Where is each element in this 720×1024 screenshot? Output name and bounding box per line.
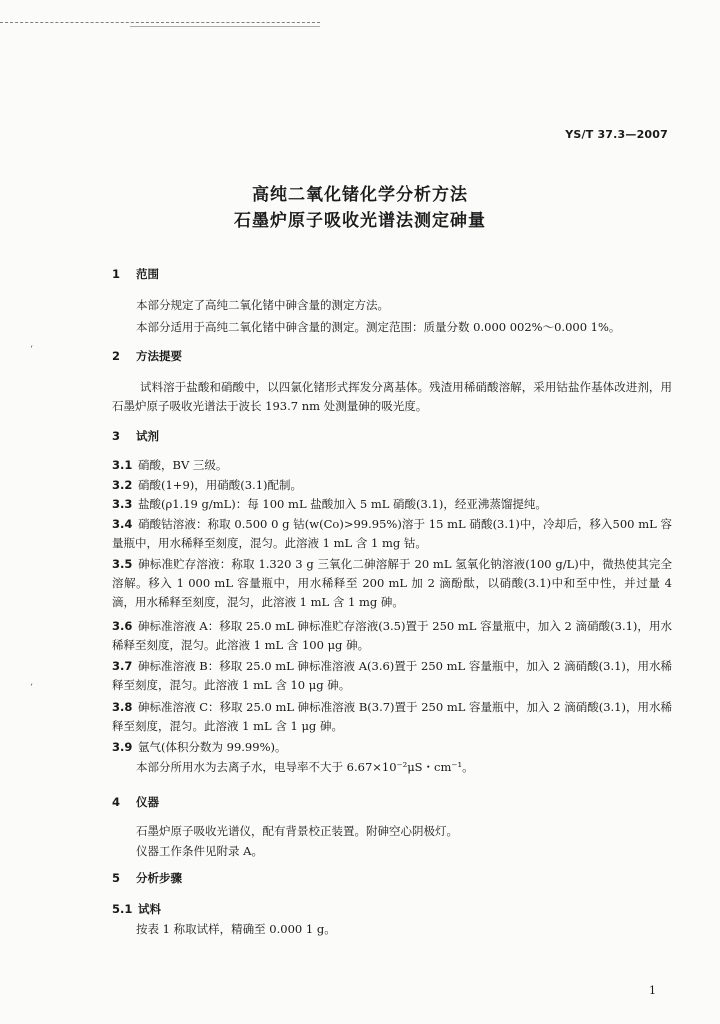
document-title: 高纯二氧化锗化学分析方法 (252, 185, 468, 205)
item-number: 3.3 (112, 497, 133, 511)
item-number: 3.7 (112, 659, 133, 673)
paragraph: 本部分规定了高纯二氧化锗中砷含量的测定方法。 (136, 298, 389, 312)
section-number: 4 (112, 795, 121, 809)
section-title: 范围 (136, 267, 159, 281)
section-heading-scope (112, 266, 159, 282)
reagent-item (112, 698, 672, 736)
scan-artifact-line (130, 26, 320, 27)
margin-mark: ‘ (30, 345, 33, 355)
section-title: 试剂 (136, 429, 159, 443)
item-text: 砷标准溶液 B：移取 25.0 mL 砷标准溶液 A(3.6)置于 250 mL 容量瓶中，加入 2 滴硝酸(3.1)，用水稀释至刻度，混匀。此溶液 1 mL 含 10 μg 砷。 (112, 659, 672, 692)
item-number: 3.8 (112, 700, 133, 714)
item-text: 硝酸(1+9)，用硝酸(3.1)配制。 (138, 478, 303, 492)
section-number: 1 (112, 267, 121, 281)
item-number: 3.9 (112, 740, 133, 754)
item-text: 盐酸(ρ1.19 g/mL)：每 100 mL 盐酸加入 5 mL 硝酸(3.1)，经亚沸蒸馏提纯。 (138, 497, 547, 511)
paragraph: 按表 1 称取试样，精确至 0.000 1 g。 (136, 922, 336, 936)
section-heading-procedure (112, 870, 182, 886)
standard-number: YS/T 37.3—2007 (565, 128, 668, 141)
water-note: 本部分所用水为去离子水，电导率不大于 6.67×10⁻²μS・cm⁻¹。 (136, 760, 474, 774)
reagent-item (112, 476, 672, 495)
item-number: 3.6 (112, 619, 133, 633)
item-text: 硝酸钴溶液：称取 0.500 0 g 钴(w(Co)>99.95%)溶于 15 mL 硝酸(3.1)中，冷却后，移入500 mL 容量瓶中，用水稀释至刻度，混匀。此溶液 1 mL 含 1 mg 钴。 (112, 517, 672, 550)
section-number: 5 (112, 871, 121, 885)
section-heading-method (112, 348, 182, 364)
section-title: 方法提要 (136, 349, 182, 363)
item-text: 砷标准溶液 C：移取 25.0 mL 砷标准溶液 B(3.7)置于 250 mL 容量瓶中，加入 2 滴硝酸(3.1)，用水稀释至刻度，混匀。此溶液 1 mL 含 1 μg 砷。 (112, 700, 672, 733)
section-title: 分析步骤 (136, 871, 182, 885)
scan-artifact-line (0, 22, 320, 23)
item-number: 3.5 (112, 557, 133, 571)
section-number: 3 (112, 429, 121, 443)
margin-mark: ‘ (30, 683, 33, 693)
page-number: 1 (649, 984, 656, 997)
paragraph: 仪器工作条件见附录 A。 (136, 844, 263, 858)
item-text: 砷标准溶液 A：移取 25.0 mL 砷标准贮存溶液(3.5)置于 250 mL 容量瓶中，加入 2 滴硝酸(3.1)，用水稀释至刻度，混匀。此溶液 1 mL 含 100 μg 砷。 (112, 619, 672, 652)
item-number: 3.4 (112, 517, 133, 531)
subsection-number: 5.1 (112, 902, 133, 916)
subsection-title: 试料 (138, 902, 161, 916)
paragraph: 本部分适用于高纯二氧化锗中砷含量的测定。测定范围：质量分数 0.000 002%～0.000 1%。 (136, 320, 621, 334)
item-number: 3.1 (112, 458, 133, 472)
subsection-heading-sample (112, 901, 161, 917)
reagent-item (112, 738, 672, 757)
paragraph: 试料溶于盐酸和硝酸中，以四氯化锗形式挥发分离基体。残渣用稀硝酸溶解，采用钴盐作基体改进剂，用石墨炉原子吸收光谱法于波长 193.7 nm 处测量砷的吸光度。 (112, 380, 672, 413)
reagent-item (112, 515, 672, 553)
reagent-item (112, 456, 672, 475)
paragraph: 石墨炉原子吸收光谱仪，配有背景校正装置。附砷空心阴极灯。 (136, 824, 458, 838)
reagent-item (112, 555, 672, 612)
item-text: 硝酸，BV 三级。 (138, 458, 228, 472)
section-title: 仪器 (136, 795, 159, 809)
section-number: 2 (112, 349, 121, 363)
reagent-item (112, 617, 672, 655)
item-text: 砷标准贮存溶液：称取 1.320 3 g 三氧化二砷溶解于 20 mL 氢氧化钠溶液(100 g/L)中，微热使其完全溶解。移入 1 000 mL 容量瓶中，用水稀释至 200 mL 加 2 滴酚酞，以硝酸(3.1)中和至中性，并过量 4 滴，用水稀释至刻度，混匀，此溶液 1 mL 含 1 mg 砷。 (112, 557, 672, 609)
section-heading-reagents (112, 428, 159, 444)
reagent-item (112, 495, 672, 514)
document-subtitle: 石墨炉原子吸收光谱法测定砷量 (234, 211, 486, 231)
section-heading-apparatus (112, 794, 159, 810)
reagent-item (112, 657, 672, 695)
item-text: 氩气(体积分数为 99.99%)。 (138, 740, 287, 754)
item-number: 3.2 (112, 478, 133, 492)
